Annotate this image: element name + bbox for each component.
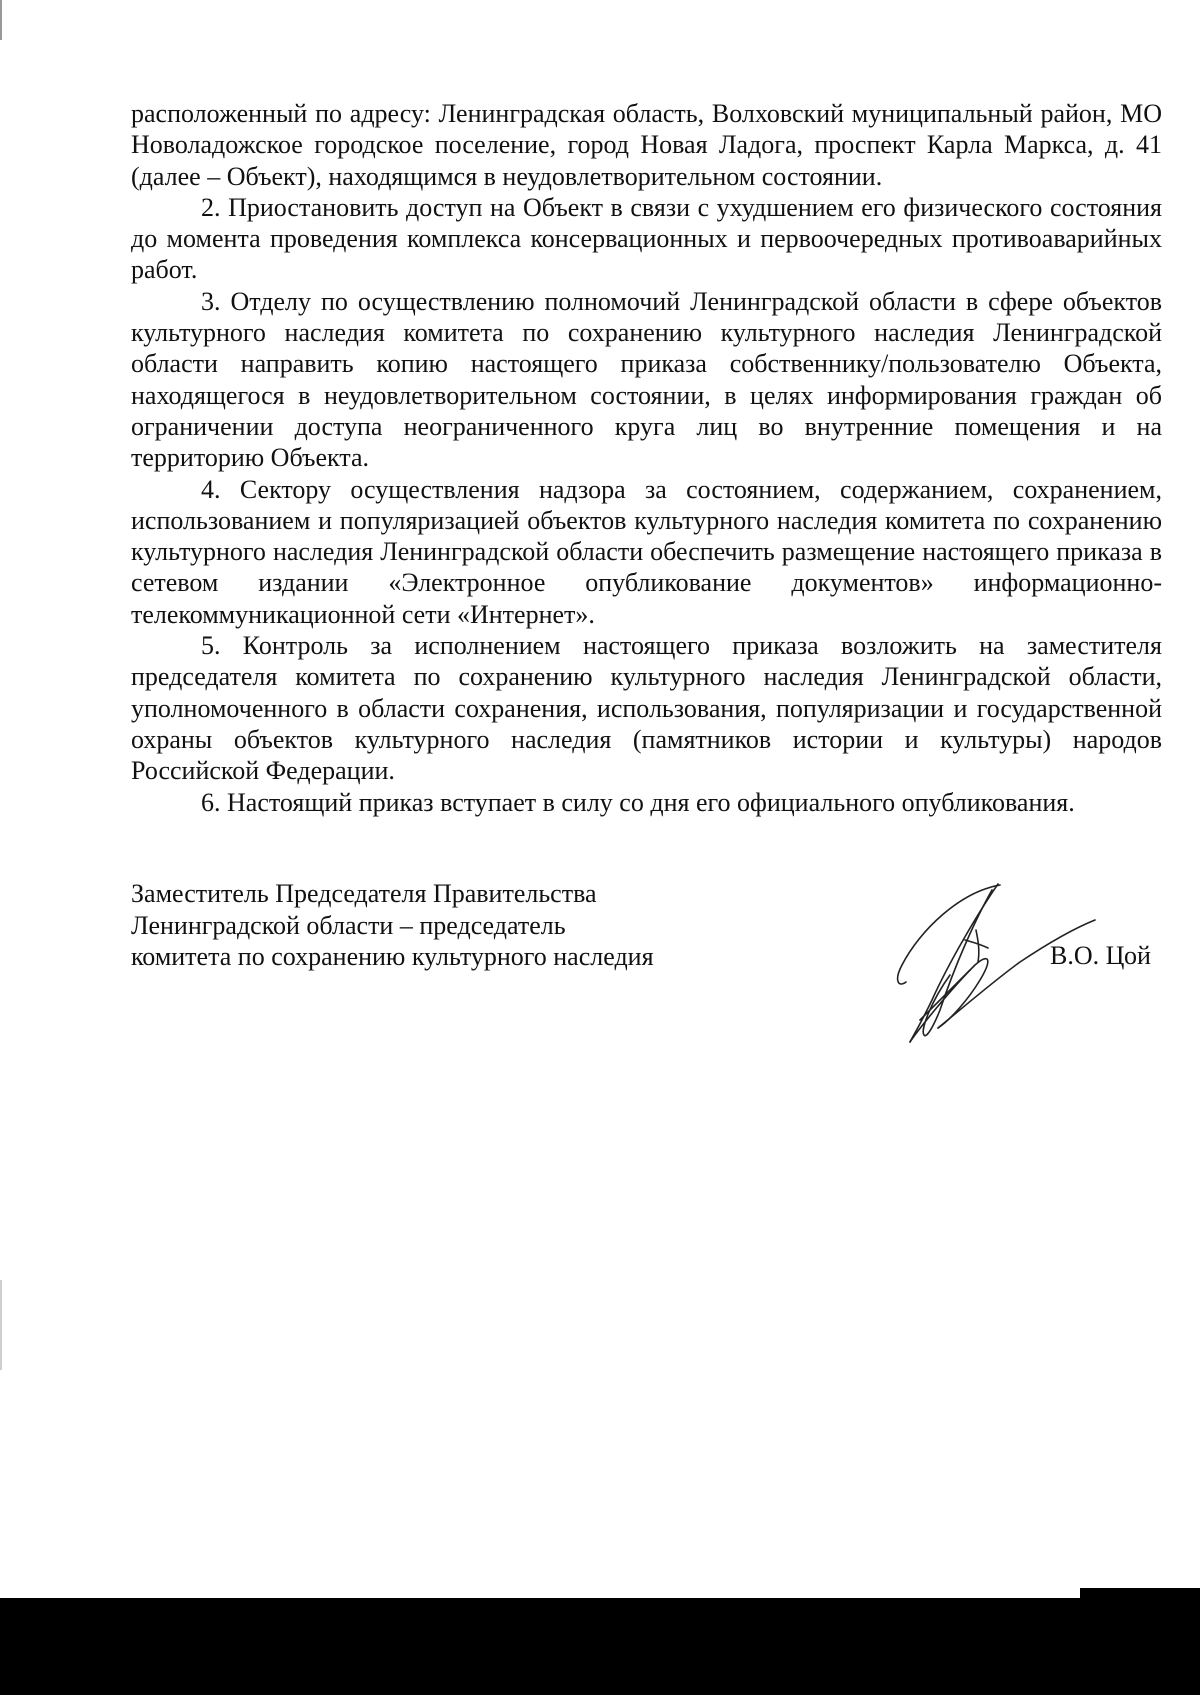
signatory-position-line: Заместитель Председателя Правительства [131, 879, 597, 908]
paragraph-address: расположенный по адресу: Ленинградская область, Волховский муниципальный район, МО Новоладожское городское поселение, город Новая Ладога, проспект Карла Маркса, д. 41 (далее – Объект), находящимся в неудовлетворительном состоянии. [131, 99, 1162, 191]
signatory-position [131, 878, 771, 973]
document-body [131, 98, 1162, 818]
paragraph-item-3: 3. Отделу по осуществлению полномочий Ленинградской области в сфере объектов культурного наследия комитета по сохранению культурного наследия Ленинградской области направить копию настоящего приказа собственнику/пользователю Объекта, находящегося в неудовлетворительном состоянии, в целях информирования граждан об ограничении доступа неограниченного круга лиц во внутренние помещения и на территорию Объекта. [131, 286, 1162, 473]
scan-edge-mark [0, 1280, 2, 1370]
paragraph-item-4: 4. Сектору осуществления надзора за состоянием, содержанием, сохранением, использованием и популяризацией объектов культурного наследия комитета по сохранению культурного наследия Ленинградской области обеспечить размещение настоящего приказа в сетевом издании «Электронное опубликование документов» информационно-телекоммуникационной сети «Интернет». [131, 474, 1162, 629]
scan-edge-mark [0, 0, 2, 40]
paragraph-item-5: 5. Контроль за исполнением настоящего приказа возложить на заместителя председателя комитета по сохранению культурного наследия Ленинградской области, уполномоченного в области сохранения, использования, популяризации и государственной охраны объектов культурного наследия (памятников истории и культуры) народов Российской Федерации. [131, 631, 1162, 786]
signatory-position-line: Ленинградской области – председатель [131, 910, 566, 940]
paragraph-item-2: 2. Приостановить доступ на Объект в связи с ухудшением его физического состояния до момента проведения комплекса консервационных и первоочередных противоаварийных работ. [131, 192, 1162, 285]
signatory-position-line: комитета по сохранению культурного наследия [131, 942, 654, 971]
signer-name: В.О. Цой [1050, 941, 1151, 970]
paragraph-item-6: 6. Настоящий приказ вступает в силу со дня его официального опубликования. [201, 787, 1075, 817]
scan-footer-bar [0, 1598, 1200, 1695]
